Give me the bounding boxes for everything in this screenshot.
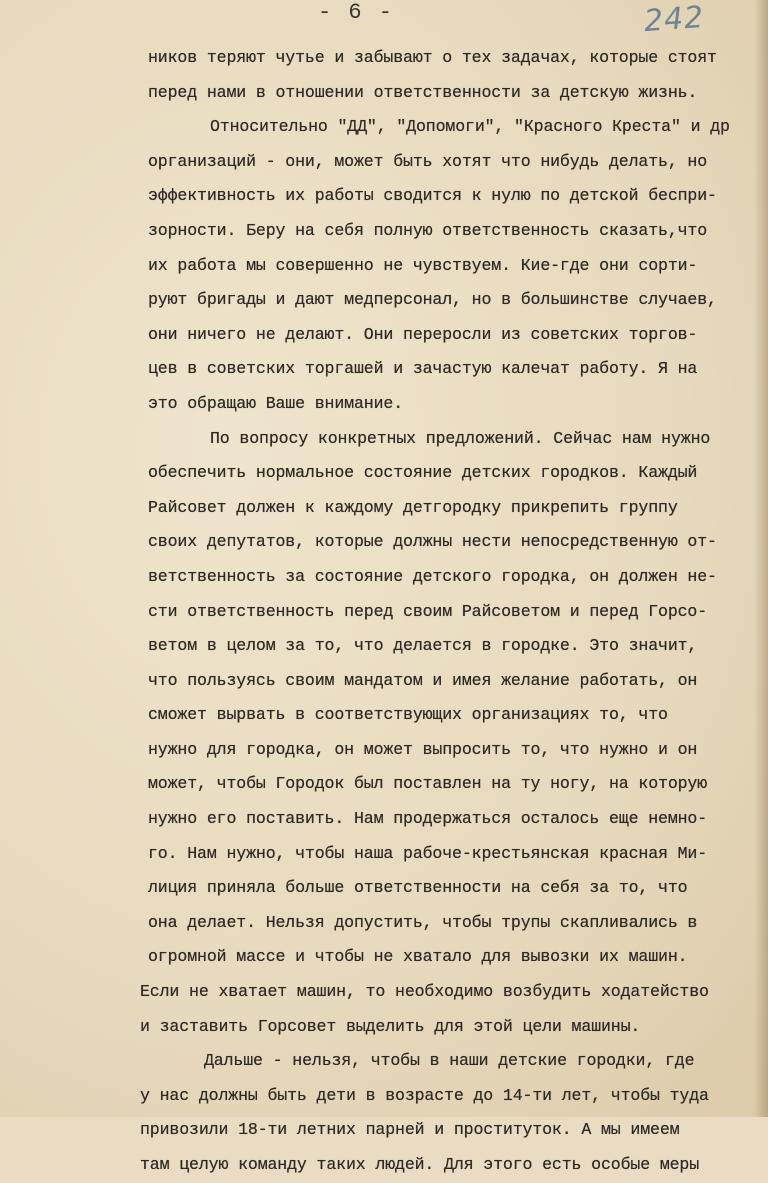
text-line: привозили 18-ти летних парней и проституток. А мы имеем — [140, 1120, 680, 1140]
text-line: огромной массе и чтобы не хватало для вывозки их машин. — [148, 947, 688, 967]
text-line: сти ответственность перед своим Райсоветом и перед Горсо- — [148, 601, 708, 621]
text-line: организаций - они, может быть хотят что нибудь делать, но — [148, 151, 708, 171]
text-line: ников теряют чутье и забывают о тех задачах, которые стоят — [148, 48, 717, 67]
text-line: что пользуясь своим мандатом и имея желание работать, он — [148, 670, 698, 690]
text-line: она делает. Нельзя допустить, чтобы трупы скапливались в — [148, 912, 698, 932]
text-line: ветом в целом за то, что делается в городке. Это значит, — [148, 636, 698, 656]
text-line: го. Нам нужно, чтобы наша рабоче-крестьянская красная Ми- — [148, 843, 708, 863]
document-body — [0, 41, 768, 1183]
text-line: эффективность их работы сводится к нулю по детской беспри- — [148, 186, 717, 206]
text-line: перед нами в отношении ответственности за детскую жизнь. — [148, 82, 698, 102]
text-line: По вопросу конкретных предложений. Сейчас нам нужно — [210, 428, 711, 448]
text-line: лиция приняла больше ответственности на себя за то, что — [148, 878, 688, 898]
text-line: они ничего не делают. Они переросли из советских торгов- — [148, 324, 698, 344]
text-line: их работа мы совершенно не чувствуем. Кие-где они сорти- — [148, 255, 698, 275]
text-line: может, чтобы Городок был поставлен на ту ногу, на которую — [148, 774, 708, 794]
text-line: руют бригады и дают медперсонал, но в большинстве случаев, — [148, 290, 717, 310]
text-line: Райсовет должен к каждому детгородку прикрепить группу — [148, 497, 678, 517]
page-number: - 6 - — [318, 0, 395, 25]
text-line: нужно для городка, он может выпросить то, что нужно и он — [148, 739, 698, 759]
archive-stamp-number: 242 — [642, 0, 706, 40]
text-line: своих депутатов, которые должны нести непосредственную от- — [148, 532, 717, 552]
text-line: сможет вырвать в соответствующих организациях то, что — [148, 705, 668, 725]
text-line: и заставить Горсовет выделить для этой цели машины. — [140, 1016, 641, 1036]
text-line: Относительно "ДД", "Допомоги", "Красного Креста" и др — [210, 117, 730, 137]
text-line: цев в советских торгашей и зачастую калечат работу. Я на — [148, 359, 698, 379]
text-line: это обращаю Ваше внимание. — [148, 393, 404, 413]
text-line: у нас должны быть дети в возрасте до 14-ти лет, чтобы туда — [140, 1085, 709, 1105]
text-line: там целую команду таких людей. Для этого есть особые меры — [140, 1155, 700, 1174]
page-edge-shadow — [754, 0, 768, 1117]
text-line: Дальше - нельзя, чтобы в наши детские городки, где — [204, 1051, 695, 1071]
text-line: обеспечить нормальное состояние детских городков. Каждый — [148, 463, 698, 483]
text-line: нужно его поставить. Нам продержаться осталось еще немно- — [148, 809, 708, 829]
text-line: ветственность за состояние детского городка, он должен не- — [148, 566, 717, 586]
text-line: зорности. Беру на себя полную ответственность сказать,что — [148, 220, 708, 240]
text-line: Если не хватает машин, то необходимо возбудить ходатейство — [140, 982, 709, 1002]
